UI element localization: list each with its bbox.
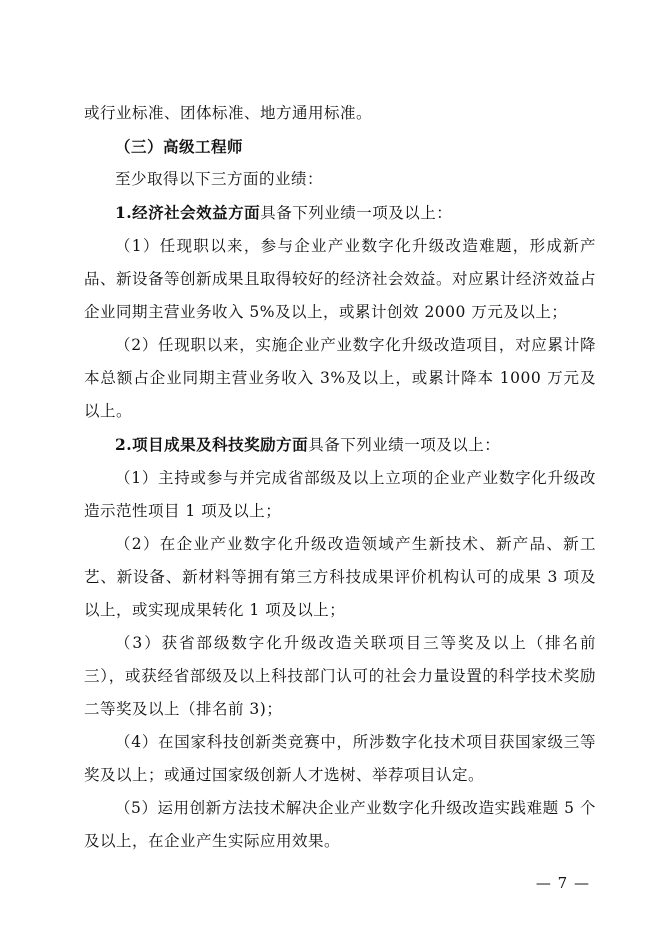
list-item: （1）任现职以来，参与企业产业数字化升级改造难题，形成新产品、新设备等创新成果且取得较好的经济社会效益。对应累计经济效益占企业同期主营业务收入 5%及以上，或累计创效 2000 万元及以上； [84, 237, 597, 321]
page-number: — 7 — [535, 874, 590, 892]
paragraph-continuation: 或行业标准、团体标准、地方通用标准。 [84, 104, 373, 122]
subsection-text: 具备下列业绩一项及以上： [308, 436, 501, 454]
list-item: （3）获省部级数字化升级改造关联项目三等奖及以上（排名前三），或获经省部级及以上科技部门认可的社会力量设置的科学技术奖励二等奖及以上（排名前 3)； [84, 634, 596, 718]
list-item: （2）任现职以来，实施企业产业数字化升级改造项目，对应累计降本总额占企业同期主营业务收入 3%及以上，或累计降本 1000 万元及以上。 [84, 336, 596, 420]
subsection-text: 具备下列业绩一项及以上： [260, 204, 453, 222]
list-item: （2）在企业产业数字化升级改造领域产生新技术、新产品、新工艺、新设备、新材料等拥有第三方科技成果评价机构认可的成果 3 项及以上，或实现成果转化 1 项及以上； [84, 535, 596, 619]
list-item: （4）在国家科技创新类竞赛中，所涉数字化技术项目获国家级三等奖及以上；或通过国家级创新人才选树、举荐项目认定。 [84, 733, 596, 784]
list-item: （5）运用创新方法技术解决企业产业数字化升级改造实践难题 5 个及以上，在企业产生实际应用效果。 [84, 799, 596, 850]
paragraph-intro: 至少取得以下三方面的业绩： [115, 170, 324, 188]
subsection-economic [84, 196, 596, 230]
subsection-title: 1.经济社会效益方面 [115, 203, 261, 222]
document-body [84, 97, 596, 858]
section-heading: （三）高级工程师 [115, 137, 244, 156]
subsection-title: 2.项目成果及科技奖励方面 [115, 435, 309, 454]
subsection-projects [84, 428, 596, 462]
list-item: （1）主持或参与并完成省部级及以上立项的企业产业数字化升级改造示范性项目 1 项及以上； [84, 469, 596, 520]
